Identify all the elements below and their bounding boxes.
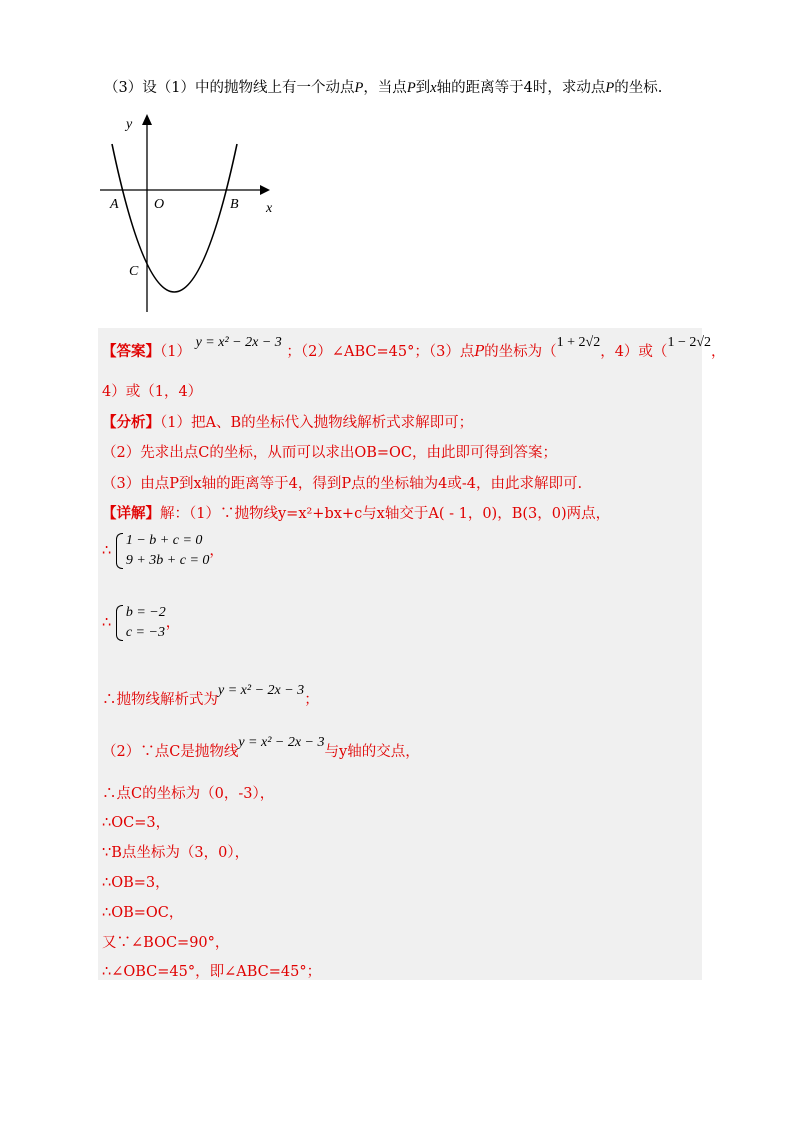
- question-part: 到: [415, 80, 431, 96]
- system-brace: [116, 603, 166, 643]
- answer-formula: y = x² − 2x − 3: [195, 335, 282, 350]
- var-x: x: [430, 80, 437, 96]
- question-text: [104, 78, 662, 98]
- question-part: （3）设（1）中的抛物线上有一个动点: [104, 80, 355, 96]
- parabola-formula: y = x² − 2x − 3: [238, 735, 325, 750]
- detail-text: 解：（1）∵抛物线y=x²+bx+c与x轴交于A( - 1，0)，B(3，0)两点，: [160, 506, 611, 522]
- punctuation: ，: [165, 615, 181, 631]
- question-part: 轴的距离等于4时，求动点: [436, 80, 606, 96]
- answer-part: （1）: [160, 344, 191, 360]
- x-axis-label: x: [266, 201, 273, 216]
- analysis-line-2: （2）先求出点C的坐标，从而可以求出OB=OC，由此即可得到答案；: [102, 445, 557, 461]
- var-p: P: [474, 344, 485, 360]
- analysis-text: （1）把A、B的坐标代入抛物线解析式求解即可；: [160, 415, 474, 431]
- y-axis-label: y: [126, 117, 133, 132]
- answer-part: ，4）或（: [600, 344, 668, 360]
- parabola-line: [102, 683, 319, 711]
- therefore-symbol: ∴: [102, 615, 112, 631]
- equation: 1 − b + c = 0: [125, 533, 203, 548]
- detail-text: 与y轴的交点，: [324, 744, 420, 760]
- b-coord-line: ∵B点坐标为（3，0），: [102, 845, 250, 861]
- detail-line-1: [102, 504, 610, 524]
- var-p: P: [354, 80, 364, 96]
- therefore-symbol: ∴: [102, 543, 112, 559]
- oc-line: ∴OC=3，: [102, 815, 171, 831]
- origin-label: O: [154, 197, 165, 212]
- parabola-formula: y = x² − 2x − 3: [218, 683, 305, 698]
- equation-system-2: [102, 603, 180, 643]
- detail-text: ∴抛物线解析式为: [102, 692, 218, 708]
- equation-system-1: [102, 531, 224, 571]
- y-axis-arrow: [142, 114, 152, 125]
- x-axis-arrow: [260, 185, 270, 195]
- answer-line-2: 4）或（1，4）: [102, 384, 203, 400]
- question-part: 的坐标.: [614, 80, 663, 96]
- part2-line: [102, 735, 420, 763]
- punctuation: ，: [209, 543, 224, 559]
- answer-part: 的坐标为（: [484, 344, 557, 360]
- point-c-label: C: [129, 264, 139, 279]
- equation: b = −2: [125, 605, 166, 620]
- var-p: P: [605, 80, 615, 96]
- answer-part: ，: [711, 344, 726, 360]
- root-2: 1 − 2√2: [667, 335, 712, 350]
- answer-tag: 【答案】: [102, 343, 160, 360]
- analysis-line-1: [102, 413, 473, 433]
- parabola-figure: [96, 108, 286, 318]
- equation: 9 + 3b + c = 0: [125, 553, 210, 568]
- c-coord-line: ∴点C的坐标为（0，-3），: [102, 786, 275, 802]
- var-p: P: [406, 80, 416, 96]
- boc-line: 又∵∠BOC=90°，: [102, 935, 230, 951]
- analysis-tag: 【分析】: [102, 414, 160, 431]
- detail-text: （2）∵点C是抛物线: [102, 744, 239, 760]
- ob-oc-line: ∴OB=OC，: [102, 905, 184, 921]
- ob-line: ∴OB=3，: [102, 875, 170, 891]
- punctuation: ；: [304, 692, 319, 708]
- answer-line: [102, 335, 726, 363]
- analysis-line-3: （3）由点P到x轴的距离等于4，得到P点的坐标轴为4或-4，由此求解即可.: [102, 476, 583, 492]
- obc-line: ∴∠OBC=45°，即∠ABC=45°；: [102, 964, 322, 980]
- answer-part: ；（2）∠ABC=45°；（3）点: [286, 344, 475, 360]
- system-brace: [116, 531, 210, 571]
- point-a-label: A: [110, 197, 119, 212]
- point-b-label: B: [230, 197, 239, 212]
- root-1: 1 + 2√2: [556, 335, 601, 350]
- detail-tag: 【详解】: [102, 505, 160, 522]
- question-part: ，当点: [363, 80, 407, 96]
- equation: c = −3: [125, 625, 165, 640]
